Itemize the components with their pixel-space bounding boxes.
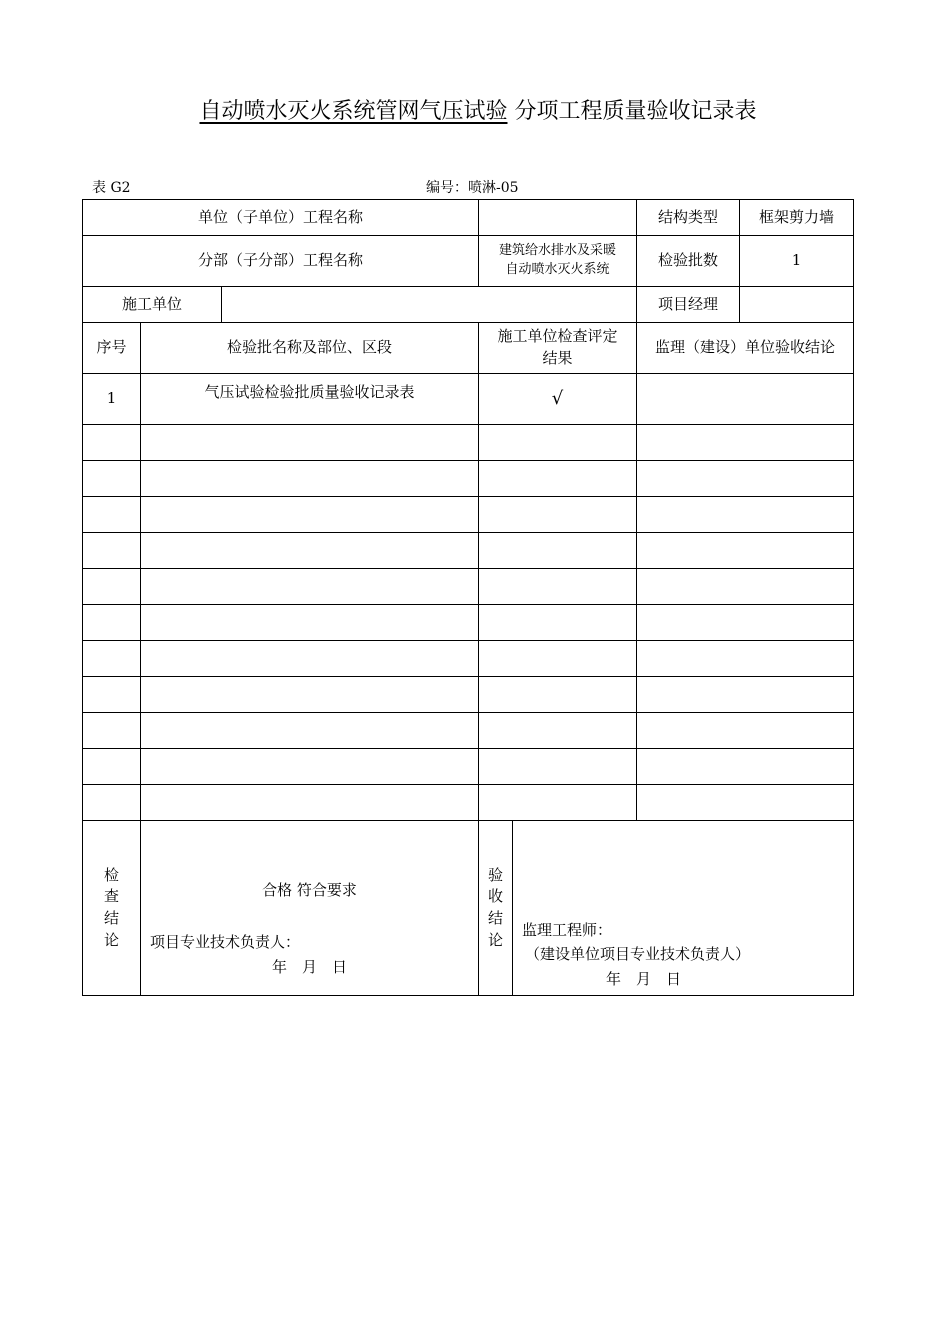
unit-row	[83, 200, 854, 236]
acceptance-label-char: 结	[488, 909, 504, 927]
name-header: 检验批名称及部位、区段	[141, 323, 479, 374]
row-conclusion[interactable]	[637, 533, 854, 569]
row-conclusion[interactable]	[637, 713, 854, 749]
contractor-row	[83, 287, 854, 323]
row-seq	[83, 713, 141, 749]
structure-value[interactable]: 框架剪力墙	[740, 200, 854, 236]
row-name[interactable]	[141, 641, 479, 677]
row-seq	[83, 641, 141, 677]
acceptance-engineer: 监理工程师：	[522, 921, 613, 939]
row-result[interactable]	[479, 497, 637, 533]
supervisor-result-header: 监理（建设）单位验收结论	[637, 323, 854, 374]
row-result[interactable]	[479, 713, 637, 749]
inspection-label	[83, 821, 141, 996]
inspection-label-char: 检	[103, 865, 119, 884]
row-result[interactable]: √	[479, 374, 637, 425]
table-row	[83, 569, 854, 605]
row-seq	[83, 785, 141, 821]
row-result[interactable]	[479, 641, 637, 677]
row-seq	[83, 749, 141, 785]
subdivision-row	[83, 236, 854, 287]
table-row	[83, 461, 854, 497]
table-row	[83, 605, 854, 641]
table-row	[83, 497, 854, 533]
acceptance-date: 年 月 日	[606, 970, 682, 988]
unit-value[interactable]	[479, 200, 637, 236]
inspection-conclusion-body	[141, 821, 478, 995]
subdivision-line2: 自动喷水灭火系统	[505, 262, 610, 277]
row-name[interactable]	[141, 533, 479, 569]
row-result[interactable]	[479, 569, 637, 605]
row-result[interactable]	[479, 677, 637, 713]
structure-label: 结构类型	[637, 200, 740, 236]
title-underlined: 自动喷水灭火系统管网气压试验	[199, 99, 508, 124]
batch-count-label: 检验批数	[637, 236, 740, 287]
row-seq	[83, 461, 141, 497]
subdivision-line1: 建筑给水排水及采暖	[499, 243, 617, 259]
row-conclusion[interactable]	[637, 461, 854, 497]
title-rest: 分项工程质量验收记录表	[514, 99, 757, 124]
acceptance-label-char: 验	[488, 865, 504, 884]
subdivision-label: 分部（子分部）工程名称	[83, 236, 479, 287]
row-name[interactable]	[141, 461, 479, 497]
contractor-result-header	[479, 323, 637, 374]
row-name[interactable]	[141, 497, 479, 533]
conclusion-row	[83, 821, 854, 996]
page-title	[0, 94, 950, 125]
row-conclusion[interactable]	[637, 374, 854, 425]
inspection-result: 合格 符合要求	[262, 881, 357, 899]
table-number: 表 G2	[92, 180, 131, 196]
contractor-result-header-line1: 施工单位检查评定	[497, 327, 618, 346]
acceptance-label-char: 论	[488, 930, 504, 949]
row-conclusion[interactable]	[637, 749, 854, 785]
table-row	[83, 749, 854, 785]
row-result[interactable]	[479, 785, 637, 821]
inspection-label-char: 结	[103, 909, 119, 927]
subdivision-value[interactable]	[479, 236, 637, 287]
row-conclusion[interactable]	[637, 605, 854, 641]
inspection-conclusion[interactable]	[141, 821, 479, 996]
row-name[interactable]	[141, 569, 479, 605]
acceptance-builder: （建设单位项目专业技术负责人）	[525, 945, 751, 963]
acceptance-label	[479, 821, 513, 996]
acceptance-label-char: 收	[488, 887, 504, 906]
row-name[interactable]: 气压试验检验批质量验收记录表	[141, 374, 479, 425]
acceptance-conclusion-body	[513, 821, 853, 995]
row-seq	[83, 605, 141, 641]
inspection-date: 年 月 日	[272, 958, 348, 976]
serial-number: 编号：喷淋-05	[426, 180, 519, 196]
contractor-result-header-line2: 结果	[542, 349, 573, 367]
row-conclusion[interactable]	[637, 785, 854, 821]
row-name[interactable]	[141, 749, 479, 785]
table-row	[83, 641, 854, 677]
manager-value[interactable]	[740, 287, 854, 323]
row-seq	[83, 533, 141, 569]
table-row	[83, 425, 854, 461]
seq-header: 序号	[83, 323, 141, 374]
row-name[interactable]	[141, 605, 479, 641]
row-result[interactable]	[479, 749, 637, 785]
inspection-label-char: 论	[103, 930, 119, 949]
table-row	[83, 785, 854, 821]
row-conclusion[interactable]	[637, 425, 854, 461]
row-seq	[83, 569, 141, 605]
row-result[interactable]	[479, 605, 637, 641]
row-result[interactable]	[479, 533, 637, 569]
manager-label: 项目经理	[637, 287, 740, 323]
row-conclusion[interactable]	[637, 569, 854, 605]
row-seq	[83, 677, 141, 713]
batch-count-value[interactable]: 1	[740, 236, 854, 287]
acceptance-conclusion[interactable]	[513, 821, 854, 996]
table-row	[83, 677, 854, 713]
row-result[interactable]	[479, 425, 637, 461]
row-result[interactable]	[479, 461, 637, 497]
row-conclusion[interactable]	[637, 641, 854, 677]
row-conclusion[interactable]	[637, 677, 854, 713]
unit-label: 单位（子单位）工程名称	[83, 200, 479, 236]
row-conclusion[interactable]	[637, 497, 854, 533]
table-row	[83, 374, 854, 425]
row-name[interactable]	[141, 677, 479, 713]
contractor-value[interactable]	[222, 287, 637, 323]
table-row	[83, 533, 854, 569]
inspection-label-char: 查	[103, 887, 119, 906]
acceptance-record-table	[82, 199, 854, 996]
inspection-responsible: 项目专业技术负责人：	[150, 933, 301, 951]
column-header-row	[83, 323, 854, 374]
row-name[interactable]	[141, 425, 479, 461]
row-seq	[83, 497, 141, 533]
row-seq: 1	[83, 374, 141, 425]
contractor-label: 施工单位	[83, 287, 222, 323]
table-row	[83, 713, 854, 749]
row-name[interactable]	[141, 713, 479, 749]
row-seq	[83, 425, 141, 461]
row-name[interactable]	[141, 785, 479, 821]
